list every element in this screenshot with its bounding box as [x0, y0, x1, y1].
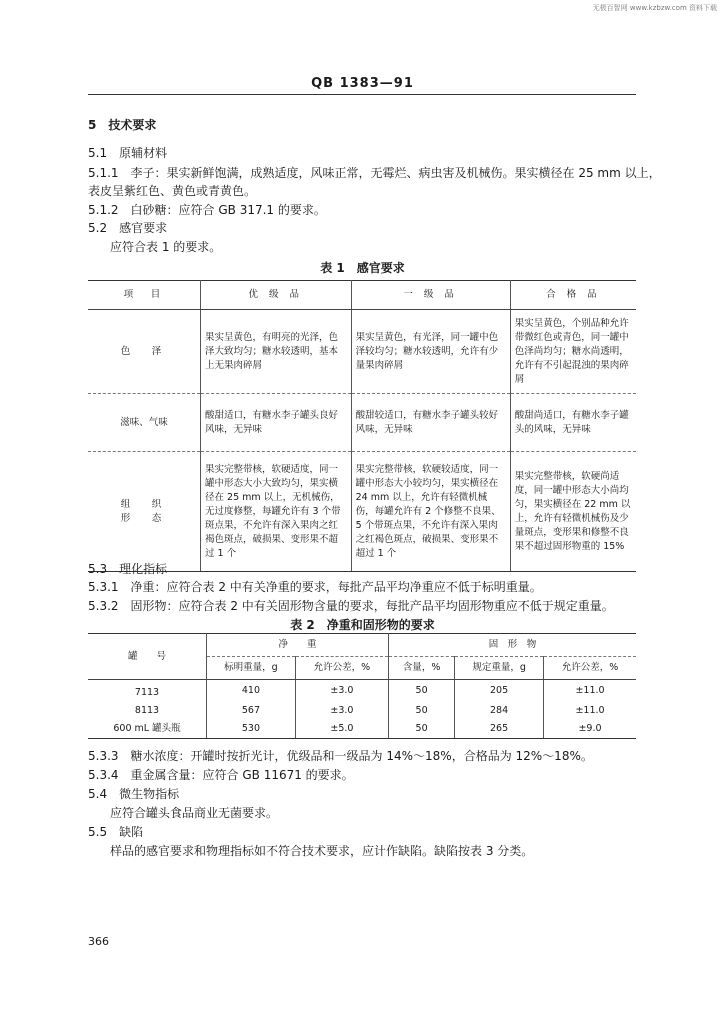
subsection-heading: 5.3 理化指标 [88, 562, 168, 576]
table-cell: 8113 [88, 702, 207, 720]
table-cell: 色 泽 [88, 310, 201, 394]
table-cell: ±11.0 [575, 685, 605, 696]
table-cell: 滋味、气味 [88, 394, 201, 452]
paragraph: 应符合罐头食品商业无菌要求。 [110, 806, 279, 820]
table-cell: 酸甜适口，有糖水李子罐头良好风味，无异味 [201, 394, 352, 452]
table-cell: ±5.0 [295, 720, 388, 739]
subsection-heading: 5.2 感官要求 [88, 221, 168, 235]
table-cell: 果实完整带核，软硬尚适度，同一罐中形态大小尚均匀，果实横径在 22 mm 以上，允许有轻微机械伤及少量斑点，变形果和修整不良果不超过固形物重的 15% [510, 452, 636, 572]
table-header-row [88, 281, 636, 310]
table-header-cell: 项 目 [88, 281, 201, 310]
table-header-cell: 含量，% [389, 657, 455, 680]
paragraph: 5.3.3 糖水浓度：开罐时按折光计，优级品和一级品为 14%～18%，合格品为 12%～18%。 [88, 749, 593, 763]
table-header-cell: 允许公差，% [544, 657, 636, 680]
paragraph: 5.3.1 净重：应符合表 2 中有关净重的要求，每批产品平均净重应不低于标明重量。 [88, 580, 542, 594]
table-cell: 530 [207, 720, 296, 739]
table-cell: 果实呈黄色，有光泽，同一罐中色泽较均匀；糖水较透明，允许有少量果肉碎屑 [351, 310, 510, 394]
page-number: 366 [88, 935, 109, 948]
subsection-heading: 5.5 缺陷 [88, 825, 144, 839]
table-cell: 410 [207, 680, 296, 703]
table-header-cell: 优 级 品 [201, 281, 352, 310]
table-cell: ±11.0 [575, 705, 605, 716]
table-cell: ±3.0 [295, 680, 388, 703]
subsection-heading: 5.4 微生物指标 [88, 787, 180, 801]
table-cell: 酸甜尚适口，有糖水李子罐头的风味，无异味 [510, 394, 636, 452]
table-cell: 果实完整带核，软硬较适度，同一罐中形态大小较均匀，果实横径在 24 mm 以上，允许有轻微机械伤，每罐允许有 2 个修整不良果、5 个带斑点果，不允许有深入果肉之红褐色斑点，破损果、变形果不超过 1 个 [351, 452, 510, 572]
paragraph: 应符合表 1 的要求。 [110, 240, 222, 254]
net-weight-table [88, 633, 636, 739]
table-row [88, 394, 636, 452]
paragraph: 表皮呈紫红色、黄色或青黄色。 [88, 184, 257, 198]
table-header-row [88, 634, 636, 657]
table-header-cell: 标明重量，g [207, 657, 296, 680]
table-header-cell: 罐 号 [88, 634, 207, 680]
table-cell: 600 mL 罐头瓶 [88, 720, 207, 739]
header-rule [88, 94, 636, 95]
table-title: 表 2 净重和固形物的要求 [290, 618, 435, 632]
section-heading: 5 技术要求 [88, 118, 157, 132]
table-row [88, 680, 636, 703]
table-cell: 果实呈黄色，有明亮的光泽，色泽大致均匀；糖水较透明，基本上无果肉碎屑 [201, 310, 352, 394]
table-row [88, 702, 636, 720]
paragraph: 5.1.1 李子：果实新鲜饱满，成熟适度，风味正常，无霉烂、病虫害及机械伤。果实横径在 25 mm 以上， [88, 166, 661, 180]
table-cell: ±9.0 [544, 720, 636, 739]
table-cell: 50 [389, 702, 455, 720]
subsection-heading: 5.1 原辅材料 [88, 146, 168, 160]
table-cell: 50 [389, 680, 455, 703]
table-cell: 7113 [88, 680, 207, 703]
table-row [88, 310, 636, 394]
paragraph: 样品的感官要求和物理指标如不符合技术要求，应计作缺陷。缺陷按表 3 分类。 [110, 844, 534, 858]
table-row [88, 452, 636, 572]
paragraph: 5.1.2 白砂糖：应符合 GB 317.1 的要求。 [88, 203, 326, 217]
table-cell: 567 [207, 702, 296, 720]
table-cell: 265 [455, 720, 544, 739]
paragraph: 5.3.2 固形物：应符合表 2 中有关固形物含量的要求，每批产品平均固形物重应不低于规定重量。 [88, 599, 614, 613]
table-row [88, 720, 636, 739]
table-header-cell: 一 级 品 [351, 281, 510, 310]
table-cell: 50 [389, 720, 455, 739]
table-header-cell: 规定重量，g [455, 657, 544, 680]
table-header-cell: 允许公差，% [295, 657, 388, 680]
sensory-table [88, 280, 636, 572]
table-header-cell: 合 格 品 [510, 281, 636, 310]
table-cell: 果实完整带核，软硬适度，同一罐中形态大小大致均匀，果实横径在 25 mm 以上，无机械伤，无过度修整，每罐允许有 3 个带斑点果，不允许有深入果肉之红褐色斑点，破损果、变形果不超过 1 个 [201, 452, 352, 572]
table-cell: 205 [455, 680, 544, 703]
page-header: QB 1383—91 [311, 76, 414, 91]
table-cell: ±3.0 [295, 702, 388, 720]
table-cell: 284 [455, 702, 544, 720]
paragraph: 5.3.4 重金属含量：应符合 GB 11671 的要求。 [88, 768, 354, 782]
table-cell: 组 织 形 态 [88, 452, 201, 572]
table-cell: 果实呈黄色，个别品种允许带微红色或青色，同一罐中色泽尚均匀；糖水尚透明，允许有不引起混浊的果肉碎屑 [510, 310, 636, 394]
table-cell: 酸甜较适口，有糖水李子罐头较好风味，无异味 [351, 394, 510, 452]
table-header-cell: 净 重 [207, 634, 389, 657]
watermark: 无极百智网 www.kzbzw.com 资料下载 [592, 4, 717, 12]
table-title: 表 1 感官要求 [320, 261, 405, 275]
table-header-cell: 固 形 物 [389, 634, 636, 657]
